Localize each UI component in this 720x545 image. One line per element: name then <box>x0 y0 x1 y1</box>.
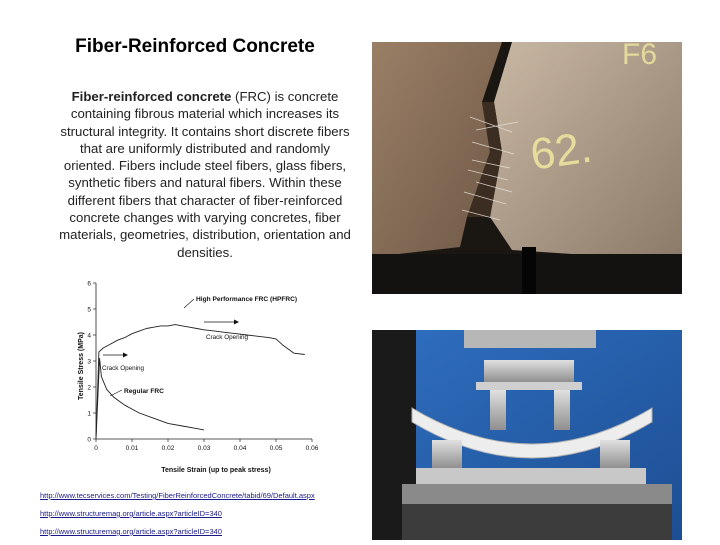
x-tick-label: 0.02 <box>161 445 175 452</box>
y-tick-label: 1 <box>87 410 91 418</box>
body-description: (FRC) is concrete containing fibrous material which increases its structural integrity. It contains short discrete fibers that are uniformly distributed and randomly oriented. Fibers include steel fibers, glass fibers, synthetic fibers and natural fibers. Within these different fibers that character of fiber-reinforced concrete changes with varying concretes, fiber materials, geometries, distribution, orientation and densities. <box>59 89 351 260</box>
reference-links <box>40 491 315 545</box>
flexural-test-photo <box>372 330 682 540</box>
reference-link-1[interactable]: http://www.tecservices.com/Testing/FiberReinforcedConcrete/tabid/69/Default.aspx <box>40 491 315 500</box>
reference-link-3[interactable]: http://www.structuremag.org/article.aspx?articleID=340 <box>40 527 222 536</box>
x-tick-label: 0 <box>94 445 98 452</box>
x-tick-label: 0.03 <box>197 445 211 452</box>
annotation-regular-frc: Regular FRC <box>124 388 164 395</box>
y-tick-label: 5 <box>87 306 91 314</box>
stress-strain-chart <box>72 276 336 476</box>
x-tick-label: 0.05 <box>269 445 283 452</box>
x-tick-label: 0.04 <box>233 445 247 452</box>
slide-title: Fiber-Reinforced Concrete <box>75 36 315 57</box>
annotation-hpfrc: High Performance FRC (HPFRC) <box>196 296 298 303</box>
y-tick-label: 2 <box>87 384 91 392</box>
series-line-hpfrc <box>96 325 305 439</box>
chart-svg <box>72 276 336 476</box>
regular-frc-pointer <box>110 390 122 396</box>
annotation-crack-opening-hpfrc: Crack Opening <box>206 334 248 341</box>
x-tick-label: 0.06 <box>305 445 319 452</box>
y-tick-label: 6 <box>87 280 91 288</box>
crack-opening-arrowhead-regular <box>123 353 128 358</box>
y-tick-label: 4 <box>87 332 91 340</box>
x-tick-label: 0.01 <box>125 445 139 452</box>
annotation-crack-opening-regular: Crack Opening <box>102 365 144 372</box>
svg-text:62.: 62. <box>527 122 595 180</box>
body-bold-term: Fiber-reinforced concrete <box>71 89 232 104</box>
slide-body-text <box>55 88 355 261</box>
y-tick-label: 3 <box>87 358 91 366</box>
hpfrc-pointer <box>184 299 194 308</box>
svg-text:F6: F6 <box>622 42 658 71</box>
y-tick-label: 0 <box>87 436 91 444</box>
reference-link-2[interactable]: http://www.structuremag.org/article.aspx?articleID=340 <box>40 509 222 518</box>
cracked-concrete-photo <box>372 42 682 294</box>
crack-opening-arrowhead-hpfrc <box>234 320 239 325</box>
chart-x-label: Tensile Strain (up to peak stress) <box>161 467 271 474</box>
chart-y-label: Tensile Stress (MPa) <box>78 332 85 400</box>
